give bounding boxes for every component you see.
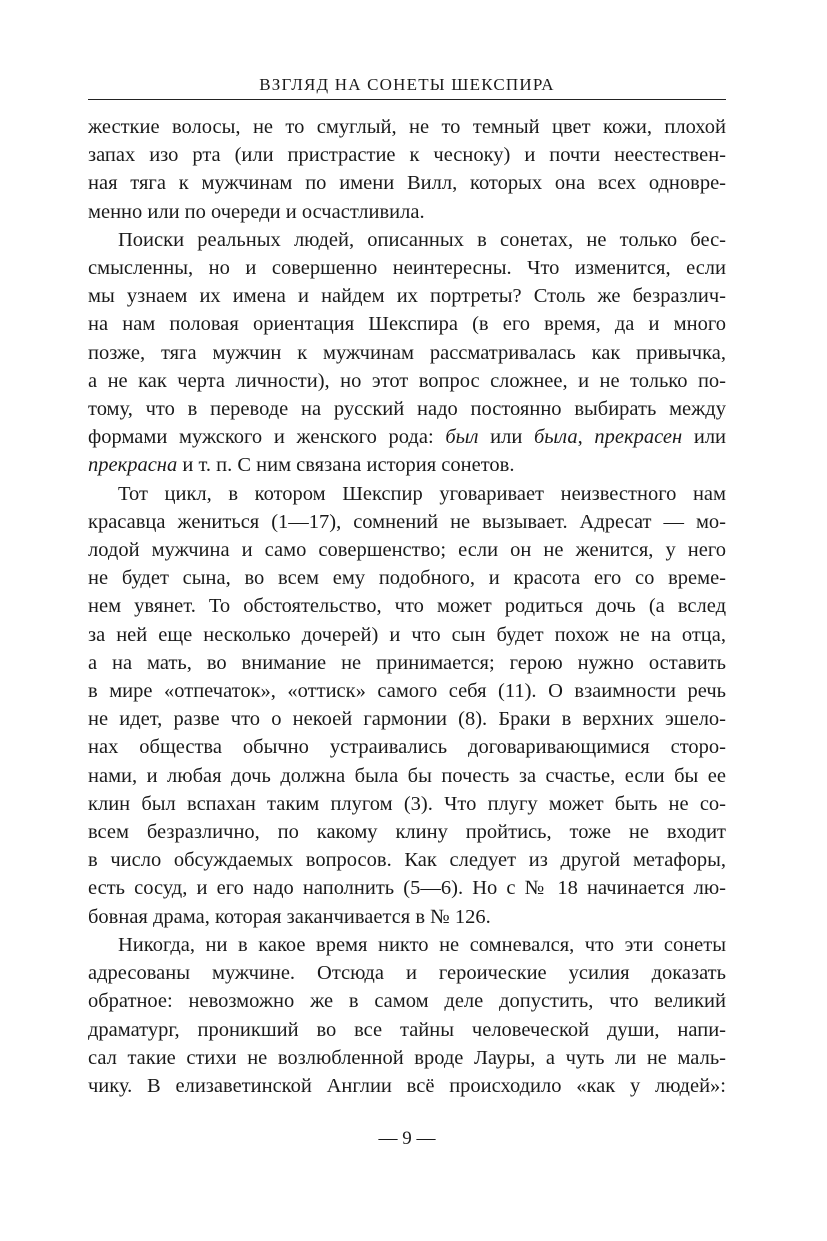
text-line: есть сосуд, и его надо наполнить (5—6). Но с № 18 начинается лю- bbox=[88, 877, 726, 900]
text-line: Никогда, ни в какое время никто не сомневался, что эти сонеты bbox=[118, 933, 726, 956]
text-line: позже, тяга мужчин к мужчинам рассматривалась как привычка, bbox=[88, 341, 726, 364]
text-line: на нам половая ориентация Шекспира (в его время, да и много bbox=[88, 313, 726, 336]
text-line bbox=[88, 423, 726, 451]
text-line: всем безразлично, по какому клину пройтись, тоже не входит bbox=[88, 821, 726, 844]
text-line: не идет, разве что о некоей гармонии (8). Браки в верхних эшело- bbox=[88, 708, 726, 731]
text-line: адресованы мужчине. Отсюда и героические усилия доказать bbox=[88, 962, 726, 985]
text-line: ная тяга к мужчинам по имени Вилл, которых она всех одновре- bbox=[88, 172, 726, 195]
text-run: формами мужского и женского рода: bbox=[88, 426, 446, 449]
italic-word: прекрасна bbox=[88, 454, 178, 477]
text-line: мы узнаем их имена и найдем их портреты? Столь же безразлич- bbox=[88, 285, 726, 308]
text-line: красавца жениться (1—17), сомнений не вызывает. Адресат — мо- bbox=[88, 510, 726, 533]
text-line: Поиски реальных людей, описанных в сонетах, не только бес- bbox=[118, 228, 726, 251]
text-line: в число обсуждаемых вопросов. Как следует из другой метафоры, bbox=[88, 849, 726, 872]
text-line: а на мать, во внимание не принимается; герою нужно оставить bbox=[88, 651, 726, 674]
paragraph-4 bbox=[88, 931, 726, 1100]
italic-word: прекрасен bbox=[594, 426, 683, 449]
text-line: не будет сына, во всем ему подобного, и красота его со време- bbox=[88, 567, 726, 590]
text-line: а не как черта личности), но этот вопрос сложнее, и не только по- bbox=[88, 369, 726, 392]
paragraph-1 bbox=[88, 113, 726, 226]
text-run: или bbox=[682, 426, 727, 449]
text-line: нем увянет. То обстоятельство, что может родиться дочь (а вслед bbox=[88, 595, 726, 618]
paragraph-3 bbox=[88, 480, 726, 931]
italic-word: была bbox=[533, 426, 578, 449]
text-run: или bbox=[478, 426, 534, 449]
text-line bbox=[88, 451, 726, 479]
text-line: драматург, проникший во все тайны человеческой души, напи- bbox=[88, 1018, 726, 1041]
text-line: за ней еще несколько дочерей) и что сын будет похож не на отца, bbox=[88, 623, 726, 646]
text-line: менно или по очереди и осчастливила. bbox=[88, 200, 425, 223]
header-rule bbox=[88, 99, 726, 100]
text-line: запах изо рта (или пристрастие к чесноку) и почти неестествен- bbox=[88, 144, 726, 167]
text-line: в мире «отпечаток», «оттиск» самого себя (11). О взаимности речь bbox=[88, 680, 726, 703]
text-line: чику. В елизаветинской Англии всё происходило «как у людей»: bbox=[88, 1074, 726, 1097]
text-line: бовная драма, которая заканчивается в № 126. bbox=[88, 905, 491, 928]
page-number: — 9 — bbox=[378, 1128, 436, 1149]
text-run: , bbox=[577, 426, 595, 449]
text-line: жесткие волосы, не то смуглый, не то темный цвет кожи, плохой bbox=[88, 116, 726, 138]
text-line: сал такие стихи не возлюбленной вроде Лауры, а чуть ли не маль- bbox=[88, 1046, 726, 1069]
text-line: смысленны, но и совершенно неинтересны. Что изменится, если bbox=[88, 257, 726, 280]
text-line: клин был вспахан таким плугом (3). Что плугу может быть не со- bbox=[88, 792, 726, 815]
text-line: лодой мужчина и само совершенство; если он не женится, у него bbox=[88, 539, 726, 562]
text-line: тому, что в переводе на русский надо постоянно выбирать между bbox=[88, 398, 726, 421]
text-line: нами, и любая дочь должна была бы почесть за счастье, если бы ее bbox=[88, 764, 726, 787]
running-head: ВЗГЛЯД НА СОНЕТЫ ШЕКСПИРА bbox=[259, 75, 555, 94]
body-text bbox=[88, 113, 726, 1100]
text-line: нах общества обычно устраивались договаривающимися сторо- bbox=[88, 736, 726, 759]
italic-word: был bbox=[445, 426, 479, 449]
text-line: Тот цикл, в котором Шекспир уговаривает неизвестного нам bbox=[118, 482, 726, 505]
paragraph-2 bbox=[88, 226, 726, 480]
text-run: и т. п. С ним связана история сонетов. bbox=[177, 454, 515, 477]
text-line: обратное: невозможно же в самом деле допустить, что великий bbox=[88, 990, 726, 1013]
